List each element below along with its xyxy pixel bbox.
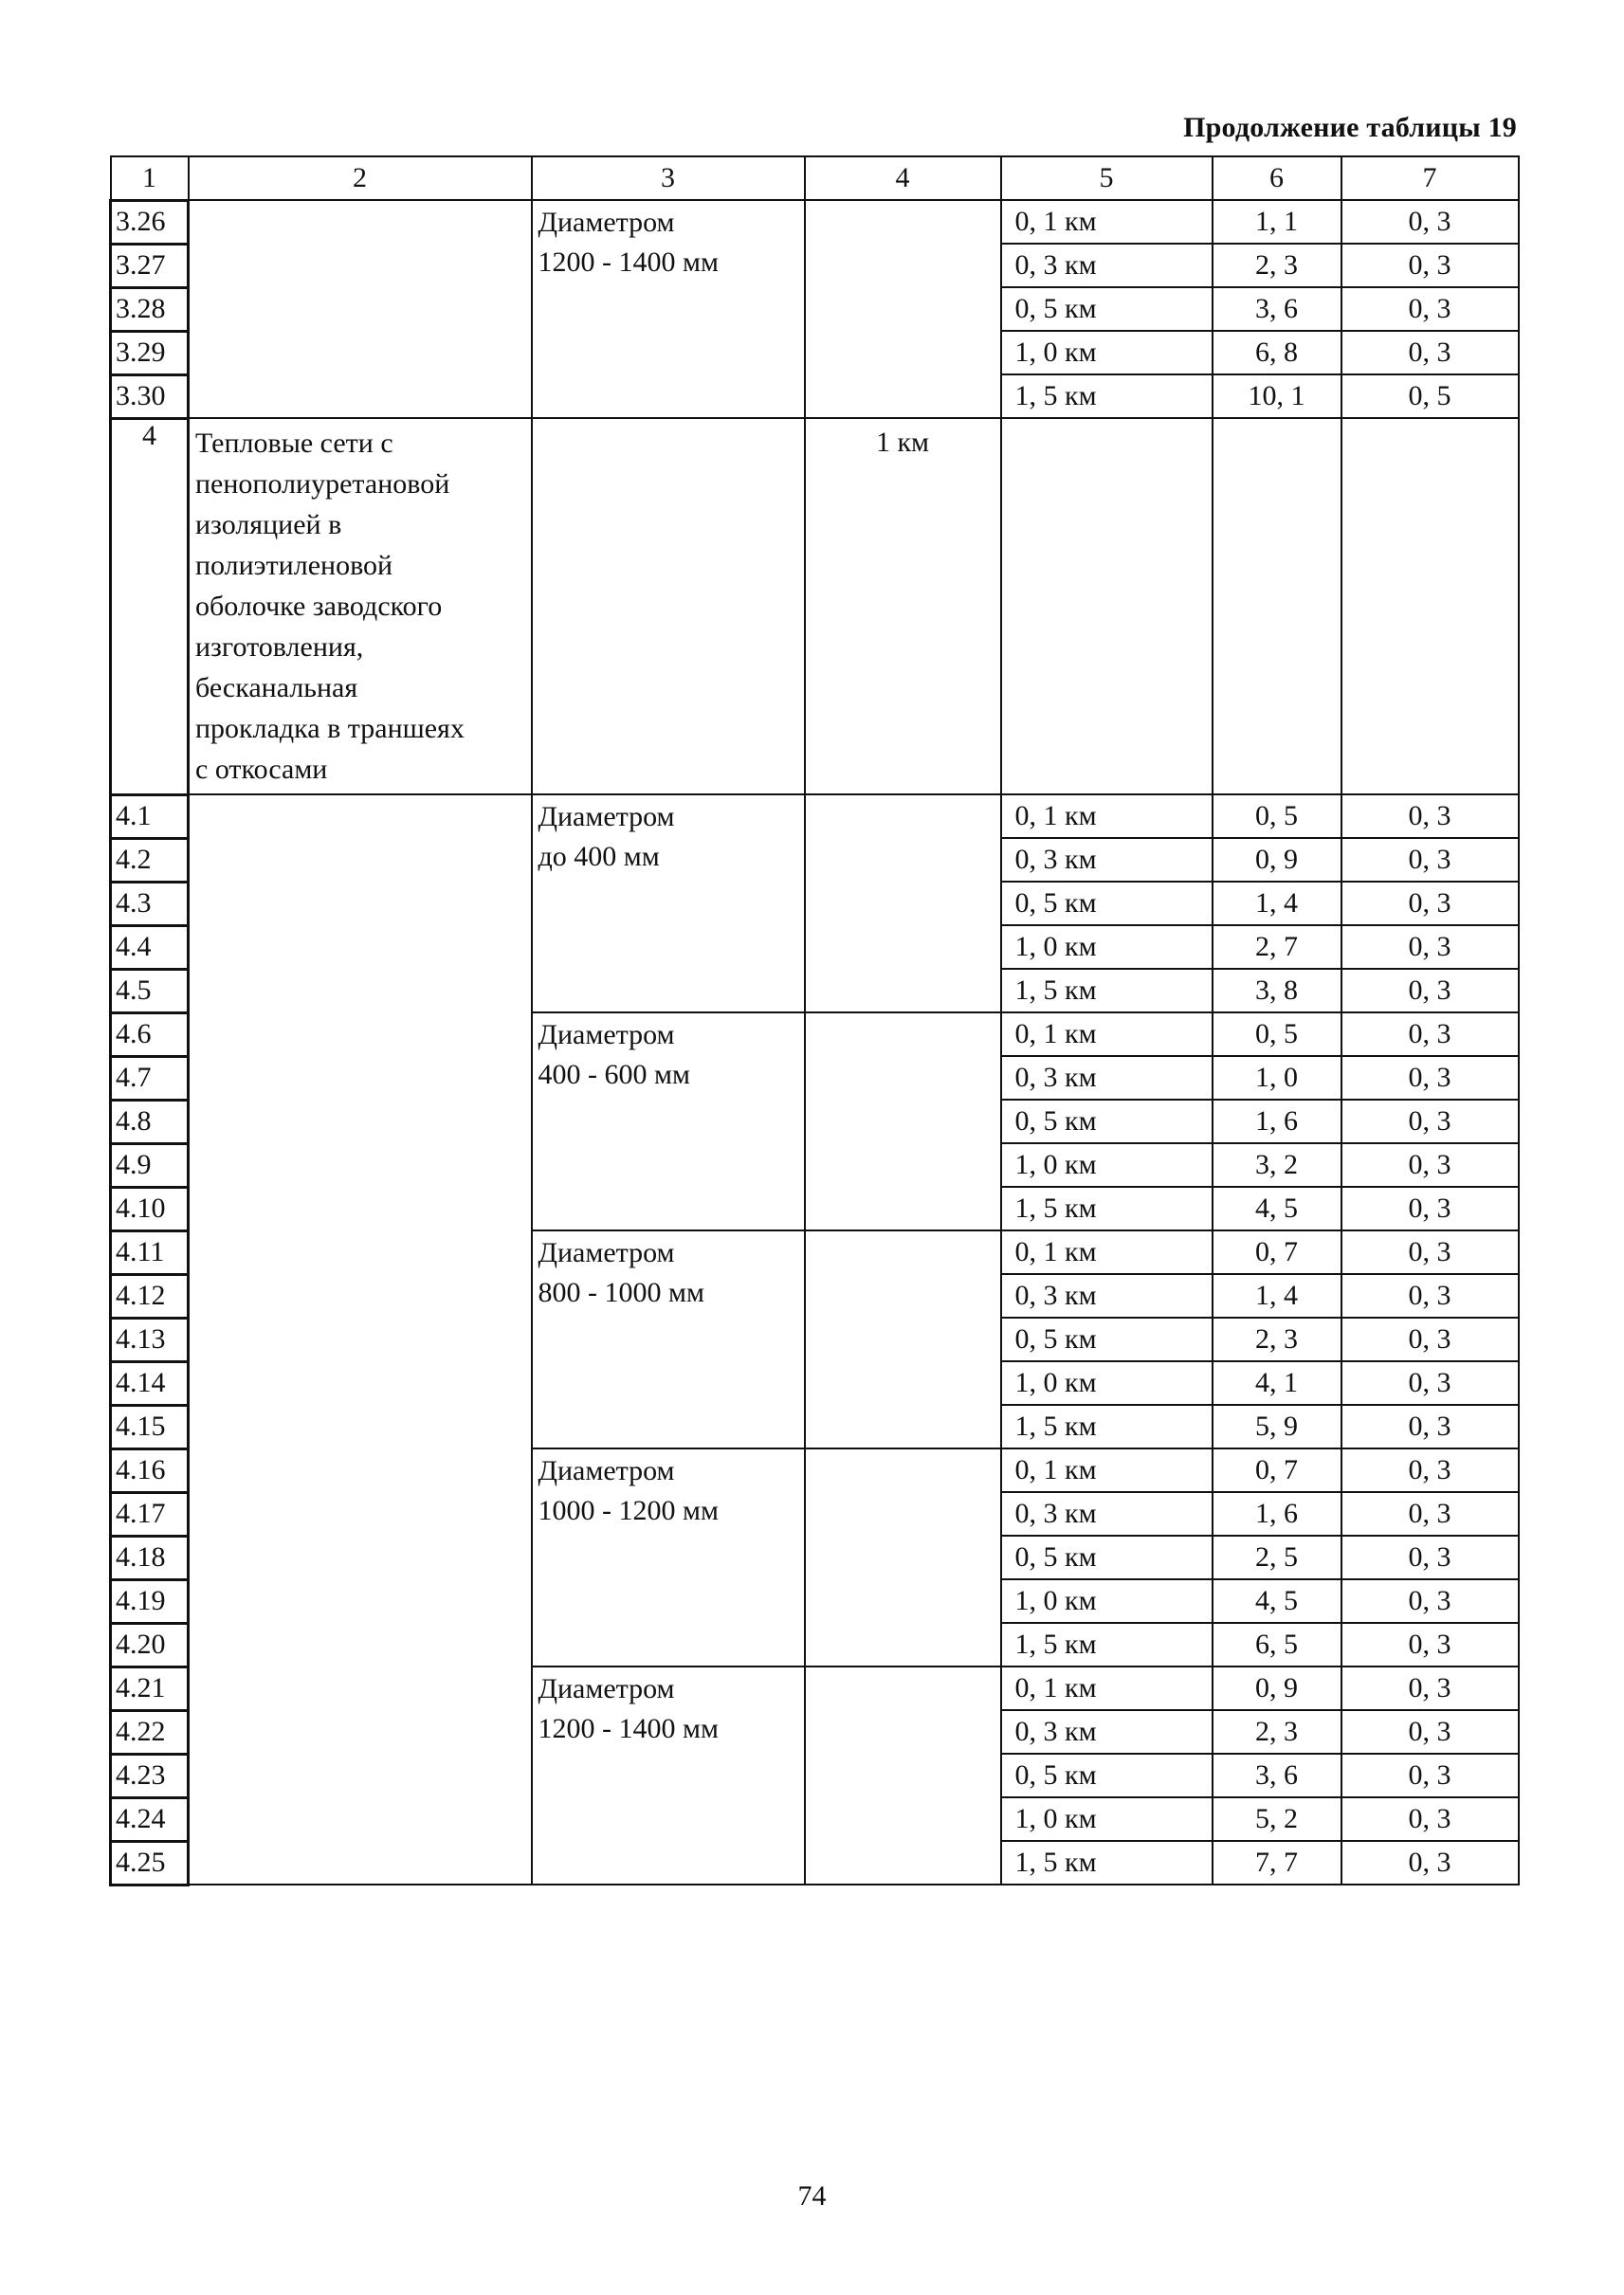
distance-cell: 0, 5 км xyxy=(1001,1100,1213,1143)
distance-cell: 1, 5 км xyxy=(1001,1841,1213,1885)
value-cell: 1, 1 xyxy=(1213,200,1341,244)
value-cell: 0, 3 xyxy=(1341,1405,1519,1448)
table-row xyxy=(111,200,1519,244)
value-cell: 4, 5 xyxy=(1213,1579,1341,1623)
value-cell: 1, 6 xyxy=(1213,1100,1341,1143)
table-body xyxy=(111,156,1519,1885)
distance-cell: 0, 3 км xyxy=(1001,1056,1213,1100)
distance-cell: 1, 0 км xyxy=(1001,1579,1213,1623)
value-cell: 2, 5 xyxy=(1213,1536,1341,1579)
table-row xyxy=(111,794,1519,838)
row-number: 4.19 xyxy=(111,1579,189,1623)
diameter-cell xyxy=(532,1448,805,1667)
diameter-line: Диаметром xyxy=(538,1237,675,1268)
value-cell: 0, 3 xyxy=(1341,1754,1519,1797)
header-cell: 1 xyxy=(111,156,189,200)
description-line: пенополиуретановой xyxy=(195,468,450,500)
value-cell: 3, 6 xyxy=(1213,1754,1341,1797)
value-cell: 0, 3 xyxy=(1341,969,1519,1012)
value-cell: 10, 1 xyxy=(1213,374,1341,418)
distance-cell: 1, 5 км xyxy=(1001,374,1213,418)
distance-cell: 0, 5 км xyxy=(1001,1754,1213,1797)
page-number: 74 xyxy=(797,2180,827,2212)
row-number: 4.21 xyxy=(111,1667,189,1710)
description-line: изготовления, xyxy=(195,631,364,663)
value-cell: 0, 3 xyxy=(1341,882,1519,925)
value-cell: 4, 5 xyxy=(1213,1187,1341,1230)
diameter-line: 800 - 1000 мм xyxy=(538,1277,704,1308)
value-cell: 0, 3 xyxy=(1341,1012,1519,1056)
description-line: изоляцией в xyxy=(195,509,342,540)
row-number: 4.8 xyxy=(111,1100,189,1143)
value-cell: 7, 7 xyxy=(1213,1841,1341,1885)
distance-cell: 0, 1 км xyxy=(1001,1667,1213,1710)
row-number: 4.4 xyxy=(111,925,189,969)
value-cell: 3, 2 xyxy=(1213,1143,1341,1187)
distance-cell: 0, 5 км xyxy=(1001,287,1213,331)
value-cell: 0, 9 xyxy=(1213,838,1341,882)
empty-cell xyxy=(1001,418,1213,794)
value-cell: 0, 3 xyxy=(1341,1361,1519,1405)
header-cell: 2 xyxy=(189,156,532,200)
value-cell: 3, 6 xyxy=(1213,287,1341,331)
value-cell: 0, 3 xyxy=(1341,244,1519,287)
description-line: прокладка в траншеях xyxy=(195,713,465,744)
row-number: 4.6 xyxy=(111,1012,189,1056)
value-cell: 3, 8 xyxy=(1213,969,1341,1012)
row-number: 4.15 xyxy=(111,1405,189,1448)
distance-cell: 0, 5 км xyxy=(1001,1318,1213,1361)
value-cell: 0, 3 xyxy=(1341,1492,1519,1536)
section-description xyxy=(189,418,532,794)
row-number: 4.23 xyxy=(111,1754,189,1797)
value-cell: 0, 3 xyxy=(1341,1797,1519,1841)
value-cell: 0, 3 xyxy=(1341,1579,1519,1623)
empty-cell xyxy=(532,418,805,794)
distance-cell: 0, 3 км xyxy=(1001,1710,1213,1754)
row-number: 4.20 xyxy=(111,1623,189,1667)
distance-cell: 0, 5 км xyxy=(1001,882,1213,925)
distance-cell: 0, 1 км xyxy=(1001,200,1213,244)
value-cell: 1, 4 xyxy=(1213,882,1341,925)
diameter-cell xyxy=(532,1012,805,1230)
row-number: 4.16 xyxy=(111,1448,189,1492)
value-cell: 0, 3 xyxy=(1341,287,1519,331)
value-cell: 6, 8 xyxy=(1213,331,1341,374)
distance-cell: 0, 3 км xyxy=(1001,838,1213,882)
value-cell: 0, 3 xyxy=(1341,1187,1519,1230)
section-row xyxy=(111,418,1519,794)
row-number: 3.26 xyxy=(111,200,189,244)
empty-cell xyxy=(189,794,532,1885)
row-number: 3.29 xyxy=(111,331,189,374)
distance-cell: 1, 0 км xyxy=(1001,925,1213,969)
value-cell: 4, 1 xyxy=(1213,1361,1341,1405)
row-number: 3.28 xyxy=(111,287,189,331)
diameter-line: Диаметром xyxy=(538,1455,675,1486)
value-cell: 0, 7 xyxy=(1213,1230,1341,1274)
row-number: 4.9 xyxy=(111,1143,189,1187)
description-line: с откосами xyxy=(195,754,328,785)
diameter-line: Диаметром xyxy=(538,1673,675,1704)
value-cell: 0, 3 xyxy=(1341,1667,1519,1710)
distance-cell: 0, 3 км xyxy=(1001,1492,1213,1536)
empty-cell xyxy=(805,1012,1001,1230)
row-number: 4.25 xyxy=(111,1841,189,1885)
value-cell: 0, 3 xyxy=(1341,1448,1519,1492)
distance-cell: 1, 5 км xyxy=(1001,1187,1213,1230)
value-cell: 1, 6 xyxy=(1213,1492,1341,1536)
diameter-cell xyxy=(532,200,805,418)
value-cell: 0, 3 xyxy=(1341,925,1519,969)
header-cell: 4 xyxy=(805,156,1001,200)
value-cell: 0, 3 xyxy=(1341,1841,1519,1885)
description-line: бесканальная xyxy=(195,672,358,703)
row-number: 4.12 xyxy=(111,1274,189,1318)
header-cell: 7 xyxy=(1341,156,1519,200)
diameter-line: 1200 - 1400 мм xyxy=(538,246,719,278)
value-cell: 0, 3 xyxy=(1341,200,1519,244)
row-number: 4.7 xyxy=(111,1056,189,1100)
value-cell: 0, 3 xyxy=(1341,1623,1519,1667)
value-cell: 0, 3 xyxy=(1341,794,1519,838)
value-cell: 2, 3 xyxy=(1213,1710,1341,1754)
diameter-line: Диаметром xyxy=(538,801,675,832)
row-number: 3.27 xyxy=(111,244,189,287)
description-line: полиэтиленовой xyxy=(195,550,393,581)
value-cell: 0, 3 xyxy=(1341,1100,1519,1143)
value-cell: 2, 3 xyxy=(1213,1318,1341,1361)
empty-cell xyxy=(1213,418,1341,794)
row-number: 4.13 xyxy=(111,1318,189,1361)
value-cell: 0, 3 xyxy=(1341,1536,1519,1579)
row-number: 4.17 xyxy=(111,1492,189,1536)
row-number: 4.3 xyxy=(111,882,189,925)
diameter-line: 400 - 600 мм xyxy=(538,1059,690,1090)
value-cell: 0, 9 xyxy=(1213,1667,1341,1710)
distance-cell: 0, 3 км xyxy=(1001,1274,1213,1318)
row-number: 4.2 xyxy=(111,838,189,882)
row-number: 4.22 xyxy=(111,1710,189,1754)
description-line: оболочке заводского xyxy=(195,591,443,622)
empty-cell xyxy=(805,1230,1001,1448)
row-number: 4.10 xyxy=(111,1187,189,1230)
row-number: 4.14 xyxy=(111,1361,189,1405)
header-cell: 3 xyxy=(532,156,805,200)
value-cell: 0, 5 xyxy=(1213,794,1341,838)
value-cell: 0, 3 xyxy=(1341,1274,1519,1318)
value-cell: 5, 9 xyxy=(1213,1405,1341,1448)
value-cell: 0, 3 xyxy=(1341,1318,1519,1361)
table-caption: Продолжение таблицы 19 xyxy=(1183,112,1517,143)
value-cell: 0, 3 xyxy=(1341,1230,1519,1274)
value-cell: 0, 3 xyxy=(1341,1710,1519,1754)
value-cell: 5, 2 xyxy=(1213,1797,1341,1841)
distance-cell: 1, 0 км xyxy=(1001,1797,1213,1841)
diameter-line: 1000 - 1200 мм xyxy=(538,1495,719,1526)
row-number: 3.30 xyxy=(111,374,189,418)
value-cell: 0, 3 xyxy=(1341,1056,1519,1100)
distance-cell: 1, 5 км xyxy=(1001,969,1213,1012)
header-cell: 6 xyxy=(1213,156,1341,200)
diameter-cell xyxy=(532,1667,805,1885)
unit-cell: 1 км xyxy=(805,418,1001,794)
distance-cell: 0, 1 км xyxy=(1001,794,1213,838)
value-cell: 0, 3 xyxy=(1341,838,1519,882)
header-row xyxy=(111,156,1519,200)
empty-cell xyxy=(1341,418,1519,794)
diameter-line: Диаметром xyxy=(538,1019,675,1050)
distance-cell: 0, 5 км xyxy=(1001,1536,1213,1579)
empty-cell xyxy=(805,1448,1001,1667)
value-cell: 0, 7 xyxy=(1213,1448,1341,1492)
empty-cell xyxy=(805,1667,1001,1885)
value-cell: 1, 0 xyxy=(1213,1056,1341,1100)
diameter-line: 1200 - 1400 мм xyxy=(538,1713,719,1744)
diameter-line: Диаметром xyxy=(538,207,675,238)
distance-cell: 0, 3 км xyxy=(1001,244,1213,287)
value-cell: 0, 3 xyxy=(1341,331,1519,374)
value-cell: 0, 5 xyxy=(1341,374,1519,418)
empty-cell xyxy=(189,200,532,418)
value-cell: 1, 4 xyxy=(1213,1274,1341,1318)
row-number: 4.5 xyxy=(111,969,189,1012)
row-number: 4 xyxy=(111,418,189,794)
data-table xyxy=(109,155,1520,1886)
description-line: Тепловые сети с xyxy=(195,428,393,459)
distance-cell: 0, 1 км xyxy=(1001,1448,1213,1492)
distance-cell: 1, 5 км xyxy=(1001,1623,1213,1667)
distance-cell: 0, 1 км xyxy=(1001,1012,1213,1056)
empty-cell xyxy=(805,200,1001,418)
distance-cell: 1, 0 км xyxy=(1001,331,1213,374)
diameter-cell xyxy=(532,1230,805,1448)
row-number: 4.24 xyxy=(111,1797,189,1841)
empty-cell xyxy=(805,794,1001,1012)
value-cell: 2, 7 xyxy=(1213,925,1341,969)
value-cell: 0, 5 xyxy=(1213,1012,1341,1056)
value-cell: 2, 3 xyxy=(1213,244,1341,287)
value-cell: 0, 3 xyxy=(1341,1143,1519,1187)
diameter-line: до 400 мм xyxy=(538,841,660,872)
row-number: 4.11 xyxy=(111,1230,189,1274)
diameter-cell xyxy=(532,794,805,1012)
distance-cell: 1, 0 км xyxy=(1001,1143,1213,1187)
header-cell: 5 xyxy=(1001,156,1213,200)
distance-cell: 1, 5 км xyxy=(1001,1405,1213,1448)
row-number: 4.18 xyxy=(111,1536,189,1579)
distance-cell: 1, 0 км xyxy=(1001,1361,1213,1405)
distance-cell: 0, 1 км xyxy=(1001,1230,1213,1274)
row-number: 4.1 xyxy=(111,794,189,838)
value-cell: 6, 5 xyxy=(1213,1623,1341,1667)
